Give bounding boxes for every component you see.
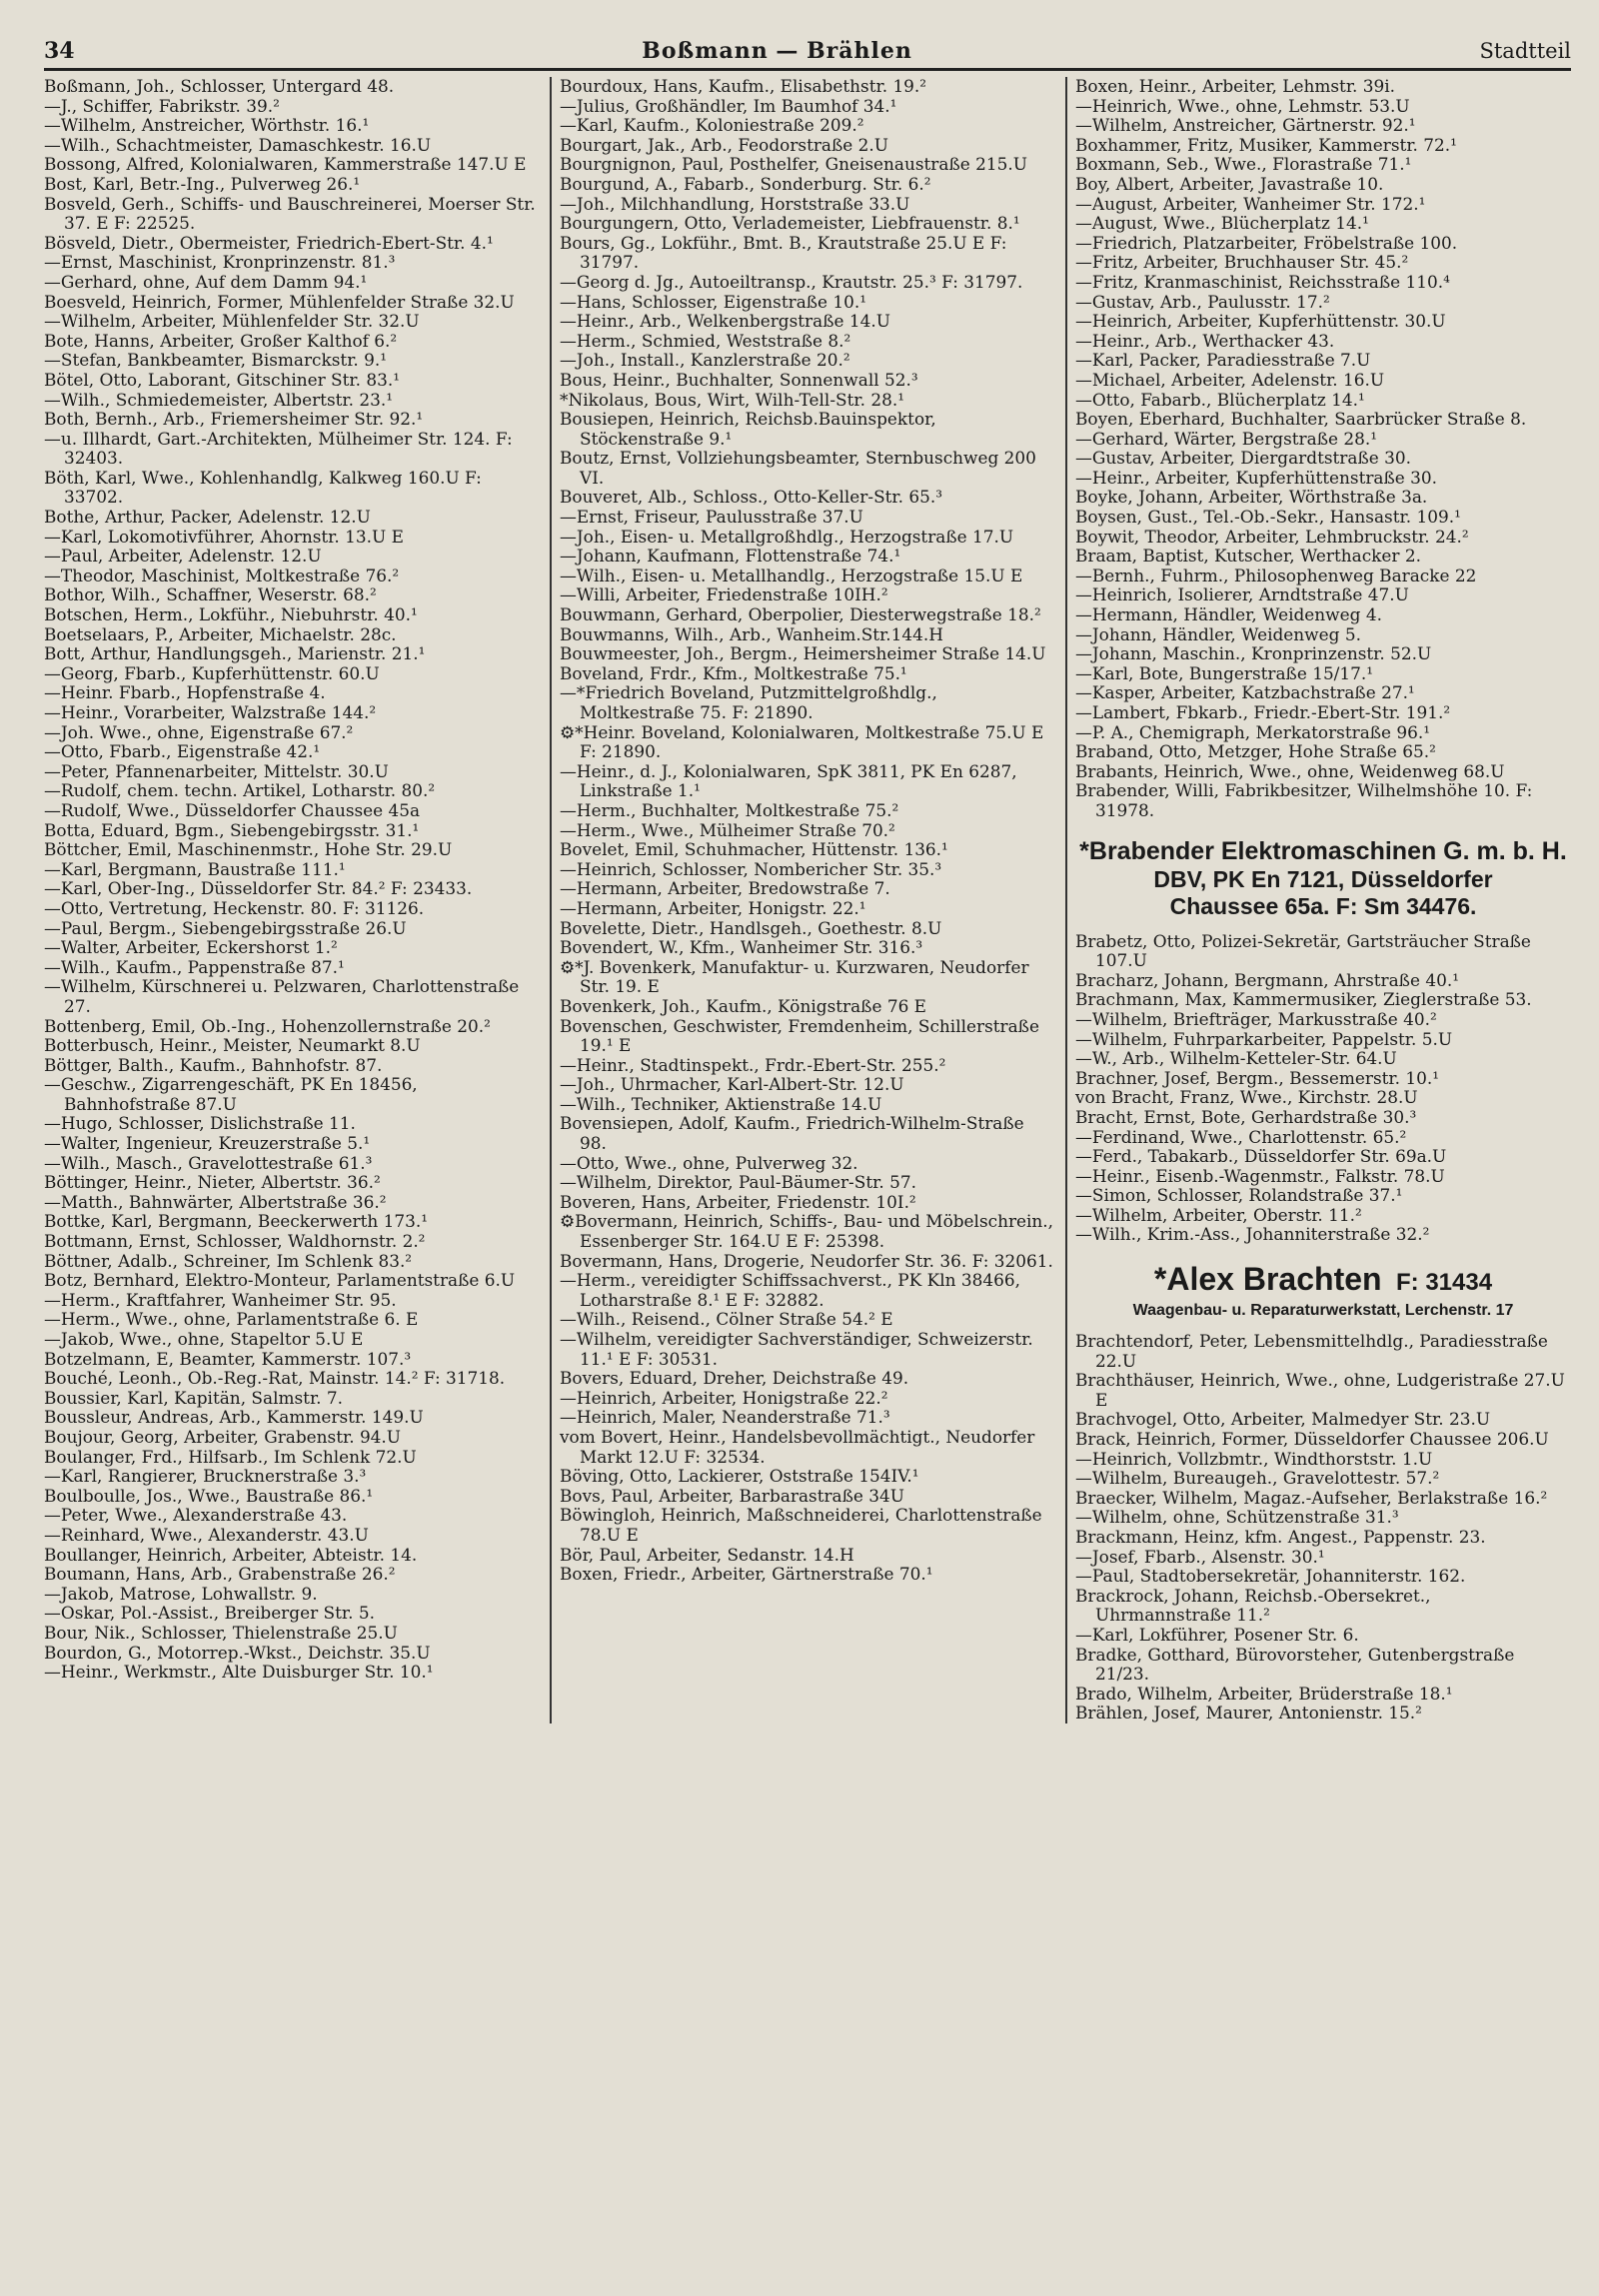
directory-entry: Bouveret, Alb., Schloss., Otto-Keller-Str. 65.³	[560, 487, 943, 508]
column-3-entries-after	[1075, 1332, 1571, 1723]
directory-entry: —Hermann, Arbeiter, Bredowstraße 7.	[560, 878, 890, 899]
directory-entry: Bousiepen, Heinrich, Reichsb.Bauinspektor, Stöckenstraße 9.¹	[560, 409, 936, 449]
directory-entry: —Heinrich, Vollzbmtr., Windthorststr. 1.U	[1075, 1448, 1433, 1469]
directory-entry: —Gerhard, ohne, Auf dem Damm 94.¹	[44, 271, 368, 292]
directory-entry: —Wilh., Techniker, Aktienstraße 14.U	[560, 1093, 882, 1114]
directory-entry: —Oskar, Pol.-Assist., Breiberger Str. 5.	[44, 1603, 375, 1624]
directory-entry: —Joh., Uhrmacher, Karl-Albert-Str. 12.U	[560, 1074, 904, 1095]
directory-entry: Bottke, Karl, Bergmann, Beeckerwerth 173.¹	[44, 1211, 429, 1232]
directory-entry: Brado, Wilhelm, Arbeiter, Brüderstraße 18.¹	[1075, 1683, 1453, 1704]
directory-entry: Boujour, Georg, Arbeiter, Grabenstr. 94.U	[44, 1426, 402, 1447]
directory-entry: —Gustav, Arbeiter, Diergardtstraße 30.	[1075, 448, 1411, 469]
directory-entry: —Rudolf, Wwe., Düsseldorfer Chaussee 45a	[44, 799, 421, 820]
page-title	[642, 38, 912, 64]
directory-entry: —Johann, Kaufmann, Flottenstraße 74.¹	[560, 546, 901, 567]
directory-entry: —Joh., Install., Kanzlerstraße 20.²	[560, 350, 850, 371]
directory-entry: —Wilhelm, Arbeiter, Oberstr. 11.²	[1075, 1204, 1362, 1225]
page-header	[44, 38, 1571, 71]
directory-entry: —Peter, Wwe., Alexanderstraße 43.	[44, 1505, 348, 1526]
directory-entry: Boy, Albert, Arbeiter, Javastraße 10.	[1075, 173, 1384, 194]
directory-entry: —Bernh., Fuhrm., Philosophenweg Baracke 22	[1075, 565, 1477, 585]
directory-entry: —Fritz, Arbeiter, Bruchhauser Str. 45.²	[1075, 252, 1409, 273]
directory-entry: —Herm., Buchhalter, Moltkestraße 75.²	[560, 799, 899, 820]
directory-entry: von Bracht, Franz, Wwe., Kirchstr. 28.U	[1075, 1087, 1418, 1108]
directory-entry: ⚙*Heinr. Boveland, Kolonialwaren, Moltkestraße 75.U E F: 21890.	[560, 721, 1044, 762]
directory-entry: —Rudolf, chem. techn. Artikel, Lotharstr. 80.²	[44, 780, 436, 801]
directory-entry: Brabants, Heinrich, Wwe., ohne, Weidenweg 68.U	[1075, 760, 1505, 781]
advertisement-brabender	[1075, 837, 1571, 920]
directory-entry: Bovelet, Emil, Schuhmacher, Hüttenstr. 136.¹	[560, 839, 948, 860]
directory-entry: Bosveld, Gerh., Schiffs- und Bauschreinerei, Moerser Str. 37. E F: 22525.	[44, 193, 536, 234]
directory-entry: Brabetz, Otto, Polizei-Sekretär, Gartsträucher Straße 107.U	[1075, 930, 1531, 971]
directory-entry: —Ferd., Tabakarb., Düsseldorfer Str. 69a.U	[1075, 1146, 1447, 1167]
directory-entry: Bovermann, Hans, Drogerie, Neudorfer Str. 36. F: 32061.	[560, 1250, 1053, 1271]
directory-entry: —Otto, Fbarb., Eigenstraße 42.¹	[44, 741, 321, 762]
directory-entry: Bör, Paul, Arbeiter, Sedanstr. 14.H	[560, 1544, 854, 1565]
directory-entry: —Wilhelm, Fuhrparkarbeiter, Pappelstr. 5.U	[1075, 1028, 1453, 1049]
directory-entry: —Matth., Bahnwärter, Albertstraße 36.²	[44, 1191, 387, 1212]
directory-entry: —Hugo, Schlosser, Dislichstraße 11.	[44, 1113, 356, 1134]
directory-entry: Bourgungern, Otto, Verlademeister, Liebfrauenstr. 8.¹	[560, 213, 1020, 234]
directory-entry: Bradke, Gotthard, Bürovorsteher, Gutenbergstraße 21/23.	[1075, 1644, 1515, 1685]
directory-entry: —Otto, Fabarb., Blücherplatz 14.¹	[1075, 389, 1365, 410]
directory-entry: —Jakob, Matrose, Lohwallstr. 9.	[44, 1583, 318, 1604]
directory-entry: —Wilh., Eisen- u. Metallhandlg., Herzogstraße 15.U E	[560, 565, 1023, 585]
directory-entry: Boumann, Hans, Arb., Grabenstraße 26.²	[44, 1564, 396, 1585]
directory-entry: —Paul, Stadtobersekretär, Johanniterstr. 162.	[1075, 1566, 1466, 1587]
directory-entry: Bötel, Otto, Laborant, Gitschiner Str. 83.¹	[44, 369, 401, 390]
advertisement-brachten	[1075, 1261, 1571, 1320]
directory-entry: Bourdoux, Hans, Kaufm., Elisabethstr. 19.²	[560, 77, 927, 96]
directory-entry: —Georg, Fbarb., Kupferhüttenstr. 60.U	[44, 662, 380, 683]
directory-entry: Bourgund, A., Fabarb., Sonderburg. Str. 6.²	[560, 173, 931, 194]
directory-entry: Bovendert, W., Kfm., Wanheimer Str. 316.³	[560, 937, 923, 958]
directory-entry: Botschen, Herm., Lokführ., Niebuhrstr. 40.¹	[44, 604, 418, 625]
directory-entry: Brachner, Josef, Bergm., Bessemerstr. 10.¹	[1075, 1067, 1440, 1088]
ad-line-1: Waagenbau- u. Reparaturwerkstatt, Lerchenstr. 17	[1132, 1302, 1514, 1320]
directory-entry: Bothe, Arthur, Packer, Adelenstr. 12.U	[44, 507, 371, 528]
directory-entry: Böwingloh, Heinrich, Maßschneiderei, Charlottenstraße 78.U E	[560, 1505, 1042, 1545]
directory-entry: —Wilhelm, vereidigter Sachverständiger, Schweizerstr. 11.¹ E F: 30531.	[560, 1329, 1033, 1369]
directory-entry: Boutz, Ernst, Vollziehungsbeamter, Sternbuschweg 200 VI.	[560, 448, 1036, 488]
directory-entry: —Heinr., d. J., Kolonialwaren, SpK 3811, PK En 6287, Linkstraße 1.¹	[560, 760, 1017, 801]
directory-entry: —Karl, Lokführer, Posener Str. 6.	[1075, 1624, 1359, 1645]
directory-entry: Bossong, Alfred, Kolonialwaren, Kammerstraße 147.U E	[44, 154, 527, 175]
directory-entry: Braband, Otto, Metzger, Hohe Straße 65.²	[1075, 741, 1436, 762]
ad-company-name: *Brabender Elektromaschinen G. m. b. H.	[1079, 836, 1567, 865]
directory-entry: Both, Bernh., Arb., Friemersheimer Str. 92.¹	[44, 409, 424, 430]
directory-entry: —Joh., Milchhandlung, Horststraße 33.U	[560, 193, 910, 214]
directory-entry: Bous, Heinr., Buchhalter, Sonnenwall 52.³	[560, 369, 918, 390]
directory-entry: —Georg d. Jg., Autoeiltransp., Krautstr. 25.³ F: 31797.	[560, 271, 1023, 292]
directory-entry: —Otto, Wwe., ohne, Pulverweg 32.	[560, 1152, 858, 1173]
directory-entry: Boveland, Frdr., Kfm., Moltkestraße 75.¹	[560, 662, 907, 683]
directory-entry: —Heinr., Werkmstr., Alte Duisburger Str. 10.¹	[44, 1662, 434, 1683]
directory-entry: —Johann, Händler, Weidenweg 5.	[1075, 623, 1361, 644]
directory-entry: Bote, Hanns, Arbeiter, Großer Kalthof 6.²	[44, 330, 398, 351]
column-2	[550, 77, 1055, 1723]
title-left: Boßmann	[642, 38, 769, 64]
directory-entry: —Heinrich, Isolierer, Arndtstraße 47.U	[1075, 584, 1409, 605]
directory-entry: —Heinr. Fbarb., Hopfenstraße 4.	[44, 682, 326, 703]
directory-entry: Boesveld, Heinrich, Former, Mühlenfelder Straße 32.U	[44, 291, 515, 312]
directory-entry: Boussleur, Andreas, Arb., Kammerstr. 149.U	[44, 1407, 424, 1428]
directory-entry: Brackmann, Heinz, kfm. Angest., Pappenstr. 23.	[1075, 1527, 1486, 1547]
directory-entry: —Joh. Wwe., ohne, Eigenstraße 67.²	[44, 721, 354, 742]
directory-entry: —Kasper, Arbeiter, Katzbachstraße 27.¹	[1075, 682, 1415, 703]
directory-entry: —Walter, Ingenieur, Kreuzerstraße 5.¹	[44, 1133, 371, 1154]
directory-entry: Boßmann, Joh., Schlosser, Untergard 48.	[44, 77, 395, 96]
directory-entry: —Michael, Arbeiter, Adelenstr. 16.U	[1075, 369, 1385, 390]
directory-entry: Bouwmeester, Joh., Bergm., Heimersheimer Straße 14.U	[560, 643, 1046, 664]
directory-entry: —Stefan, Bankbeamter, Bismarckstr. 9.¹	[44, 350, 388, 371]
directory-entry: —Herm., Kraftfahrer, Wanheimer Str. 95.	[44, 1289, 397, 1310]
directory-entry: Böth, Karl, Wwe., Kohlenhandlg, Kalkweg 160.U F: 33702.	[44, 467, 482, 508]
directory-entry: Brack, Heinrich, Former, Düsseldorfer Chaussee 206.U	[1075, 1429, 1549, 1450]
directory-entry: —Paul, Arbeiter, Adelenstr. 12.U	[44, 546, 322, 567]
directory-entry: —Wilh., Schachtmeister, Damaschkestr. 16.U	[44, 134, 432, 155]
directory-entry: Boxmann, Seb., Wwe., Florastraße 71.¹	[1075, 154, 1412, 175]
ad-phone: F: 31434	[1396, 1269, 1493, 1297]
directory-entry: —Heinrich, Arbeiter, Kupferhüttenstr. 30.U	[1075, 311, 1446, 332]
ad-company-name: *Alex Brachten	[1153, 1261, 1382, 1298]
directory-entry: Bovensiepen, Adolf, Kaufm., Friedrich-Wilhelm-Straße 98.	[560, 1113, 1024, 1154]
directory-entry: Bourdon, G., Motorrep.-Wkst., Deichstr. 35.U	[44, 1642, 431, 1663]
ad-line-2: Chaussee 65a. F: Sm 34476.	[1169, 892, 1477, 919]
directory-entry: —Wilh., Reisend., Cölner Straße 54.² E	[560, 1309, 893, 1330]
directory-entry: —Reinhard, Wwe., Alexanderstr. 43.U	[44, 1524, 369, 1545]
directory-entry: —Julius, Großhändler, Im Baumhof 34.¹	[560, 95, 897, 116]
directory-entry: —Wilhelm, ohne, Schützenstraße 31.³	[1075, 1507, 1399, 1528]
directory-entry: —Hermann, Arbeiter, Honigstr. 22.¹	[560, 897, 866, 918]
directory-entry: —Hans, Schlosser, Eigenstraße 10.¹	[560, 291, 867, 312]
column-1	[44, 77, 540, 1723]
directory-entry: —Karl, Lokomotivführer, Ahornstr. 13.U E	[44, 526, 404, 547]
directory-entry: —Wilhelm, Anstreicher, Wörthstr. 16.¹	[44, 115, 370, 136]
directory-entry: Bösveld, Dietr., Obermeister, Friedrich-Ebert-Str. 4.¹	[44, 232, 494, 253]
directory-entry: Boxen, Heinr., Arbeiter, Lehmstr. 39i.	[1075, 77, 1396, 96]
directory-entry: Bottmann, Ernst, Schlosser, Waldhornstr. 2.²	[44, 1231, 426, 1252]
directory-entry: Brachthäuser, Heinrich, Wwe., ohne, Ludgeristraße 27.U E	[1075, 1370, 1565, 1410]
directory-entry: —Wilh., Schmiedemeister, Albertstr. 23.¹	[44, 389, 394, 410]
directory-entry: —Heinr., Arbeiter, Kupferhüttenstraße 30.	[1075, 467, 1438, 488]
directory-entry: Bothor, Wilh., Schaffner, Weserstr. 68.²	[44, 584, 377, 605]
directory-entry: ⚙*J. Bovenkerk, Manufaktur- u. Kurzwaren, Neudorfer Str. 19. E	[560, 956, 1029, 997]
directory-entry: Bost, Karl, Betr.-Ing., Pulverweg 26.¹	[44, 173, 361, 194]
directory-entry: —Heinr., Arb., Welkenbergstraße 14.U	[560, 311, 890, 332]
directory-entry: —Wilhelm, Direktor, Paul-Bäumer-Str. 57.	[560, 1172, 916, 1193]
directory-entry: Bovers, Eduard, Dreher, Deichstraße 49.	[560, 1368, 909, 1389]
page-number: 34	[44, 38, 75, 64]
directory-entry: —Karl, Packer, Paradiesstraße 7.U	[1075, 350, 1371, 371]
section-label: Stadtteil	[1479, 39, 1571, 63]
ad-line-1: DBV, PK En 7121, Düsseldorfer	[1153, 865, 1493, 892]
columns	[44, 77, 1571, 1723]
directory-entry: Brabender, Willi, Fabrikbesitzer, Wilhelmshöhe 10. F: 31978.	[1075, 780, 1533, 820]
directory-entry: —Heinrich, Schlosser, Nombericher Str. 35.³	[560, 858, 942, 879]
directory-entry: —Heinrich, Wwe., ohne, Lehmstr. 53.U	[1075, 95, 1410, 116]
directory-entry: —Fritz, Kranmaschinist, Reichsstraße 110.⁴	[1075, 271, 1450, 292]
directory-entry: Botz, Bernhard, Elektro-Monteur, Parlamentstraße 6.U	[44, 1270, 516, 1291]
directory-entry: Boyen, Eberhard, Buchhalter, Saarbrücker Straße 8.	[1075, 409, 1527, 430]
directory-entry: —J., Schiffer, Fabrikstr. 39.²	[44, 95, 280, 116]
directory-entry: —W., Arb., Wilhelm-Ketteler-Str. 64.U	[1075, 1048, 1397, 1069]
directory-entry: —Theodor, Maschinist, Moltkestraße 76.²	[44, 565, 400, 585]
directory-entry: Boussier, Karl, Kapitän, Salmstr. 7.	[44, 1387, 344, 1408]
directory-entry: —Johann, Maschin., Kronprinzenstr. 52.U	[1075, 643, 1432, 664]
directory-entry: Bouwmann, Gerhard, Oberpolier, Diesterwegstraße 18.²	[560, 604, 1041, 625]
directory-entry: —Heinr., Stadtinspekt., Frdr.-Ebert-Str. 255.²	[560, 1054, 946, 1075]
directory-entry: —Wilh., Masch., Gravelottestraße 61.³	[44, 1152, 373, 1173]
directory-entry: —Walter, Arbeiter, Eckershorst 1.²	[44, 937, 338, 958]
directory-entry: —Karl, Kaufm., Koloniestraße 209.²	[560, 115, 864, 136]
directory-entry: —Heinr., Arb., Werthacker 43.	[1075, 330, 1335, 351]
directory-entry: Boxhammer, Fritz, Musiker, Kammerstr. 72.¹	[1075, 134, 1457, 155]
directory-entry: —Friedrich, Platzarbeiter, Fröbelstraße 100.	[1075, 232, 1458, 253]
directory-entry: —Ernst, Friseur, Paulusstraße 37.U	[560, 507, 863, 528]
directory-entry: —u. Illhardt, Gart.-Architekten, Mülheimer Str. 124. F: 32403.	[44, 428, 513, 469]
directory-entry: —Heinr., Eisenb.-Wagenmstr., Falkstr. 78.U	[1075, 1165, 1445, 1186]
directory-entry: —Wilh., Krim.-Ass., Johanniterstraße 32.²	[1075, 1224, 1430, 1245]
directory-entry: —Herm., Wwe., Mülheimer Straße 70.²	[560, 819, 895, 840]
directory-entry: —Heinrich, Maler, Neanderstraße 71.³	[560, 1407, 890, 1428]
directory-entry: Bour, Nik., Schlosser, Thielenstraße 25.U	[44, 1622, 398, 1643]
directory-entry: Bott, Arthur, Handlungsgeh., Marienstr. 21.¹	[44, 643, 426, 664]
directory-entry: —Wilhelm, Anstreicher, Gärtnerstr. 92.¹	[1075, 115, 1416, 136]
directory-entry: Brählen, Josef, Maurer, Antonienstr. 15.²	[1075, 1703, 1422, 1723]
column-3-entries-middle	[1075, 932, 1571, 1246]
directory-entry: Bracharz, Johann, Bergmann, Ahrstraße 40.¹	[1075, 969, 1459, 990]
directory-entry: —Simon, Schlosser, Rolandstraße 37.¹	[1075, 1185, 1403, 1206]
directory-entry: —Heinrich, Arbeiter, Honigstraße 22.²	[560, 1387, 888, 1408]
directory-entry: Brachvogel, Otto, Arbeiter, Malmedyer Str. 23.U	[1075, 1409, 1491, 1430]
directory-entry: Boullanger, Heinrich, Arbeiter, Abteistr. 14.	[44, 1544, 418, 1565]
directory-entry: —Ferdinand, Wwe., Charlottenstr. 65.²	[1075, 1126, 1407, 1147]
directory-entry: Böttcher, Emil, Maschinenmstr., Hohe Str. 29.U	[44, 839, 453, 860]
directory-entry: Bottenberg, Emil, Ob.-Ing., Hohenzollernstraße 20.²	[44, 1015, 491, 1036]
directory-entry: —Willi, Arbeiter, Friedenstraße 10IH.²	[560, 584, 888, 605]
directory-entry: Böttinger, Heinr., Nieter, Albertstr. 36.²	[44, 1172, 381, 1193]
directory-entry: —Otto, Vertretung, Heckenstr. 80. F: 31126.	[44, 897, 425, 918]
directory-entry: Braam, Baptist, Kutscher, Werthacker 2.	[1075, 546, 1421, 567]
directory-entry: —Karl, Bote, Bungerstraße 15/17.¹	[1075, 662, 1374, 683]
directory-entry: Böttger, Balth., Kaufm., Bahnhofstr. 87.	[44, 1054, 383, 1075]
directory-entry: —Herm., Schmied, Weststraße 8.²	[560, 330, 851, 351]
directory-entry: Böving, Otto, Lackierer, Oststraße 154IV.¹	[560, 1466, 919, 1487]
directory-entry: —Lambert, Fbkarb., Friedr.-Ebert-Str. 191.²	[1075, 702, 1451, 722]
directory-entry: Brachtendorf, Peter, Lebensmittelhdlg., Paradiesstraße 22.U	[1075, 1331, 1548, 1371]
title-dash: —	[776, 38, 800, 64]
directory-entry: Bovelette, Dietr., Handlsgeh., Goethestr. 8.U	[560, 917, 942, 938]
directory-entry: Boysen, Gust., Tel.-Ob.-Sekr., Hansastr. 109.¹	[1075, 507, 1461, 528]
directory-entry: Bours, Gg., Lokführ., Bmt. B., Krautstraße 25.U E F: 31797.	[560, 232, 1007, 273]
directory-entry: —Josef, Fbarb., Alsenstr. 30.¹	[1075, 1546, 1325, 1567]
directory-entry: —Jakob, Wwe., ohne, Stapeltor 5.U E	[44, 1329, 364, 1349]
directory-entry: —Herm., vereidigter Schiffssachverst., PK Kln 38466, Lotharstraße 8.¹ E F: 32882.	[560, 1270, 1021, 1310]
directory-entry: Bovenschen, Geschwister, Fremdenheim, Schillerstraße 19.¹ E	[560, 1015, 1039, 1056]
directory-entry: —Wilh., Kaufm., Pappenstraße 87.¹	[44, 956, 345, 977]
directory-entry: —Wilhelm, Kürschnerei u. Pelzwaren, Charlottenstraße 27.	[44, 976, 520, 1016]
column-3	[1065, 77, 1571, 1723]
directory-entry: Brackrock, Johann, Reichsb.-Obersekret., Uhrmannstraße 11.²	[1075, 1585, 1431, 1626]
directory-entry: Bouché, Leonh., Ob.-Reg.-Rat, Mainstr. 14.² F: 31718.	[44, 1368, 506, 1389]
directory-entry: Brachmann, Max, Kammermusiker, Zieglerstraße 53.	[1075, 989, 1532, 1010]
directory-entry: —Gerhard, Wärter, Bergstraße 28.¹	[1075, 428, 1377, 449]
directory-entry: Boxen, Friedr., Arbeiter, Gärtnerstraße 70.¹	[560, 1564, 933, 1585]
directory-entry: —Hermann, Händler, Weidenweg 4.	[1075, 604, 1382, 625]
directory-entry: Boveren, Hans, Arbeiter, Friedenstr. 10I.²	[560, 1191, 916, 1212]
directory-entry: Bouwmanns, Wilh., Arb., Wanheim.Str.144.H	[560, 623, 943, 644]
directory-entry: Bovs, Paul, Arbeiter, Barbarastraße 34U	[560, 1485, 905, 1506]
directory-entry: *Nikolaus, Bous, Wirt, Wilh-Tell-Str. 28.¹	[560, 389, 904, 410]
directory-entry: Bovenkerk, Joh., Kaufm., Königstraße 76 E	[560, 995, 927, 1016]
directory-entry: —Joh., Eisen- u. Metallgroßhdlg., Herzogstraße 17.U	[560, 526, 1014, 547]
directory-entry: —Wilhelm, Bureaugeh., Gravelottestr. 57.²	[1075, 1468, 1440, 1489]
directory-entry: Boywit, Theodor, Arbeiter, Lehmbruckstr. 24.²	[1075, 526, 1469, 547]
directory-entry: —Karl, Rangierer, Brucknerstraße 3.³	[44, 1466, 367, 1487]
directory-entry: —Herm., Wwe., ohne, Parlamentstraße 6. E	[44, 1309, 419, 1330]
directory-entry: —Geschw., Zigarrengeschäft, PK En 18456, Bahnhofstraße 87.U	[44, 1074, 418, 1114]
directory-entry: ⚙Bovermann, Heinrich, Schiffs-, Bau- und Möbelschrein., Essenberger Str. 164.U E F: 25398.	[560, 1211, 1054, 1252]
directory-entry: —Peter, Pfannenarbeiter, Mittelstr. 30.U	[44, 760, 389, 781]
directory-entry: vom Bovert, Heinr., Handelsbevollmächtigt., Neudorfer Markt 12.U F: 32534.	[560, 1426, 1035, 1467]
directory-entry: —Gustav, Arb., Paulusstr. 17.²	[1075, 291, 1330, 312]
directory-entry: Böttner, Adalb., Schreiner, Im Schlenk 83.²	[44, 1250, 413, 1271]
directory-entry: —Heinr., Vorarbeiter, Walzstraße 144.²	[44, 702, 377, 722]
directory-entry: —August, Wwe., Blücherplatz 14.¹	[1075, 213, 1369, 234]
directory-entry: Bracht, Ernst, Bote, Gerhardstraße 30.³	[1075, 1106, 1417, 1127]
directory-entry: Boetselaars, P., Arbeiter, Michaelstr. 28c.	[44, 623, 397, 644]
directory-entry: —Karl, Ober-Ing., Düsseldorfer Str. 84.² F: 23433.	[44, 878, 473, 899]
directory-entry: —August, Arbeiter, Wanheimer Str. 172.¹	[1075, 193, 1426, 214]
directory-entry: —Paul, Bergm., Siebengebirgsstraße 26.U	[44, 917, 407, 938]
directory-entry: Botta, Eduard, Bgm., Siebengebirgsstr. 31.¹	[44, 819, 420, 840]
directory-entry: Bourgnignon, Paul, Posthelfer, Gneisenaustraße 215.U	[560, 154, 1027, 175]
directory-entry: Boulanger, Frd., Hilfsarb., Im Schlenk 72.U	[44, 1446, 417, 1467]
directory-entry: Botterbusch, Heinr., Meister, Neumarkt 8.U	[44, 1035, 421, 1056]
directory-entry: —Wilhelm, Briefträger, Markusstraße 40.²	[1075, 1008, 1437, 1029]
directory-entry: —Ernst, Maschinist, Kronprinzenstr. 81.³	[44, 252, 396, 273]
directory-entry: Boulboulle, Jos., Wwe., Baustraße 86.¹	[44, 1485, 374, 1506]
directory-entry: —P. A., Chemigraph, Merkatorstraße 96.¹	[1075, 721, 1431, 742]
directory-entry: —Karl, Bergmann, Baustraße 111.¹	[44, 858, 346, 879]
directory-entry: Bourgart, Jak., Arb., Feodorstraße 2.U	[560, 134, 889, 155]
title-right: Brählen	[806, 38, 912, 64]
directory-entry: Boyke, Johann, Arbeiter, Wörthstraße 3a.	[1075, 487, 1428, 508]
directory-entry: —*Friedrich Boveland, Putzmittelgroßhdlg., Moltkestraße 75. F: 21890.	[560, 682, 937, 722]
directory-entry: Botzelmann, E, Beamter, Kammerstr. 107.³	[44, 1348, 412, 1369]
column-3-entries-before	[1075, 77, 1571, 821]
directory-entry: Braecker, Wilhelm, Magaz.-Aufseher, Berlakstraße 16.²	[1075, 1487, 1548, 1508]
directory-entry: —Wilhelm, Arbeiter, Mühlenfelder Str. 32.U	[44, 311, 420, 332]
